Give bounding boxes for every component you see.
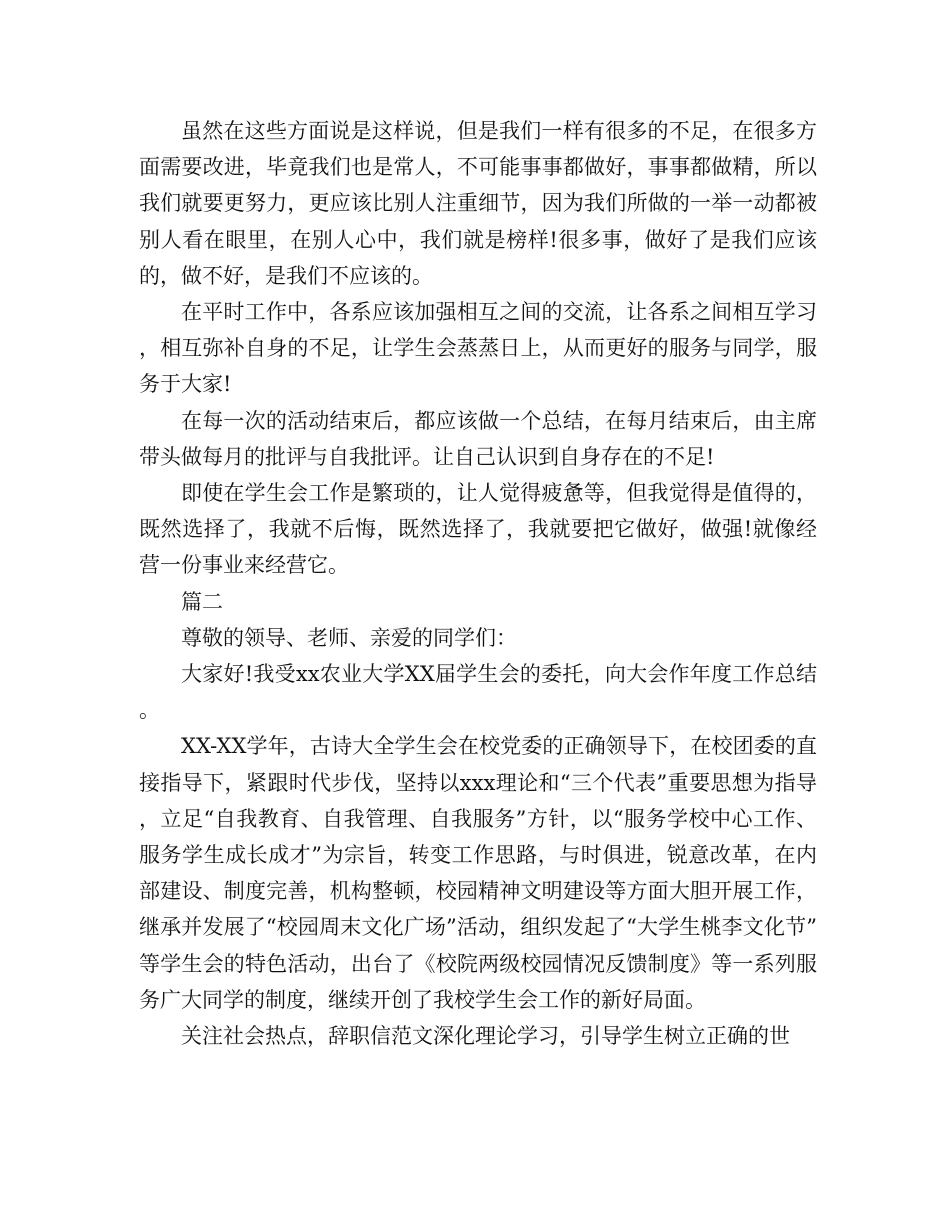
paragraph-greeting: 大家好!我受xx农业大学XX届学生会的委托，向大会作年度工作总结。 [139,662,817,723]
paragraph-commitment: 即使在学生会工作是繁琐的，让人觉得疲惫等，但我觉得是值得的，既然选择了，我就不后悔，既然选择了，我就要把它做好，做强!就像经营一份事业来经营它。 [139,481,817,578]
paragraph-academic-year: XX-XX学年，古诗大全学生会在校党委的正确领导下，在校团委的直接指导下，紧跟时代步伐，坚持以xxx理论和“三个代表”重要思想为指导，立足“自我教育、自我管理、自我服务”方针，以“服务学校中心工作、服务学生成长成才”为宗旨，转变工作思路，与时俱进，锐意改革，在内部建设、制度完善，机构整顿，校园精神文明建设等方面大胆开展工作，继承并发展了“校园周末文化广场”活动，组织发起了“大学生桃李文化节”等学生会的特色活动，出台了《校院两级校园情况反馈制度》等一系列服务广大同学的制度，继续开创了我校学生会工作的新好局面。 [139,734,817,1012]
paragraph-summary: 在每一次的活动结束后，都应该做一个总结，在每月结束后，由主席带头做每月的批评与自我批评。让自己认识到自身存在的不足! [139,408,817,469]
paragraph-communication: 在平时工作中，各系应该加强相互之间的交流，让各系之间相互学习，相互弥补自身的不足，让学生会蒸蒸日上，从而更好的服务与同学，服务于大家! [139,300,817,397]
paragraph-shortcomings: 虽然在这些方面说是这样说，但是我们一样有很多的不足，在很多方面需要改进，毕竟我们也是常人，不可能事事都做好，事事都做精，所以我们就要更努力，更应该比别人注重细节，因为我们所做的一举一动都被别人看在眼里，在别人心中，我们就是榜样!很多事，做好了是我们应该的，做不好，是我们不应该的。 [139,119,817,288]
salutation: 尊敬的领导、老师、亲爱的同学们： [181,625,517,650]
document-body [139,113,817,1054]
section-heading: 篇二 [181,589,223,614]
paragraph-social-focus: 关注社会热点，辞职信范文深化理论学习，引导学生树立正确的世 [181,1024,790,1049]
